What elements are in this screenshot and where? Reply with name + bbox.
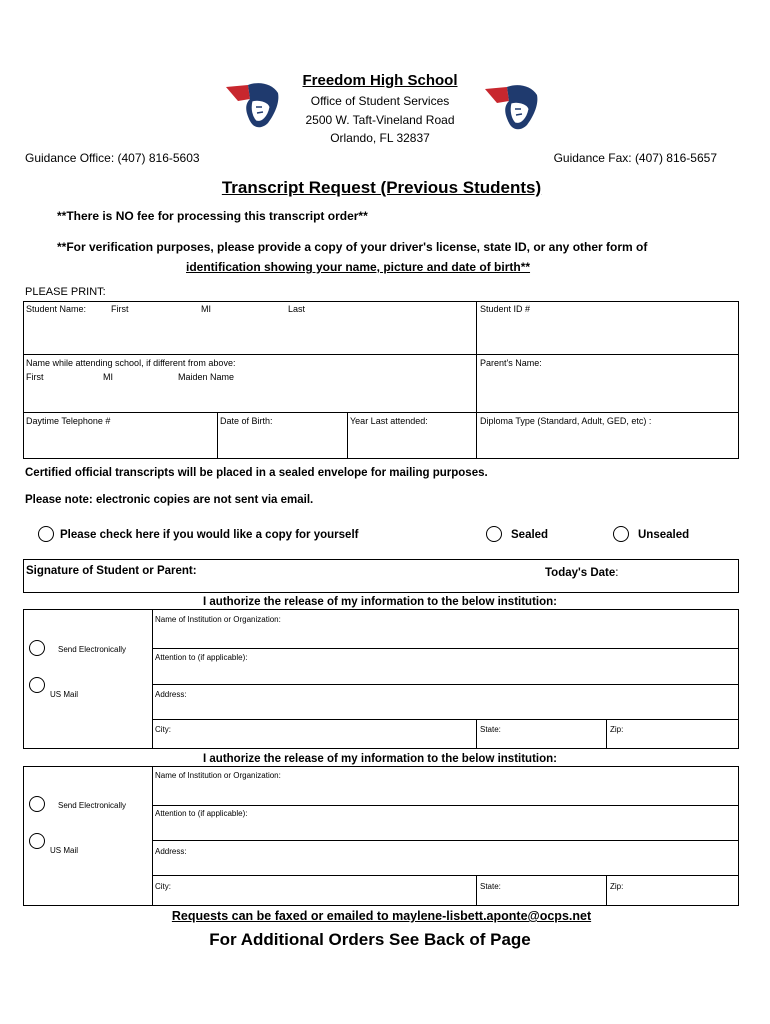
- diploma-type-field[interactable]: [480, 430, 735, 456]
- state-label-1: State:: [480, 725, 501, 734]
- first-name-label-2: First: [26, 372, 44, 382]
- send-electronically-radio-1[interactable]: [29, 640, 45, 656]
- city-label-1: City:: [155, 725, 171, 734]
- please-print-label: PLEASE PRINT:: [25, 286, 106, 298]
- send-electronically-label-2: Send Electronically: [58, 801, 127, 810]
- sealed-radio[interactable]: [486, 526, 502, 542]
- address-field-1[interactable]: [195, 688, 736, 717]
- unsealed-radio[interactable]: [613, 526, 629, 542]
- parent-name-label: Parent's Name:: [480, 358, 542, 368]
- copy-for-self-radio[interactable]: [38, 526, 54, 542]
- address-label-2: Address:: [155, 847, 187, 856]
- fee-note: **There is NO fee for processing this transcript order**: [57, 209, 368, 223]
- daytime-phone-label: Daytime Telephone #: [26, 416, 111, 426]
- city-field-1[interactable]: [180, 721, 472, 747]
- send-electronically-radio-2[interactable]: [29, 796, 45, 812]
- state-field-1[interactable]: [505, 721, 603, 747]
- state-label-2: State:: [480, 882, 501, 891]
- first-name-label: First: [111, 304, 129, 314]
- parent-name-field[interactable]: [480, 372, 735, 408]
- electronic-note: Please note: electronic copies are not sent via email.: [25, 494, 314, 506]
- student-name-field[interactable]: [27, 318, 472, 350]
- address-label-1: Address:: [155, 690, 187, 699]
- address-line-2: Orlando, FL 32837: [330, 131, 430, 145]
- office-name: Office of Student Services: [310, 94, 450, 108]
- signature-field[interactable]: [215, 562, 535, 590]
- school-name: Freedom High School: [302, 72, 458, 89]
- institution-name-field-2[interactable]: [156, 783, 736, 803]
- address-line-1: 2500 W. Taft-Vineland Road: [305, 113, 455, 127]
- certified-note: Certified official transcripts will be placed in a sealed envelope for mailing purposes.: [25, 467, 488, 479]
- year-last-attended-field[interactable]: [351, 430, 472, 456]
- us-mail-radio-2[interactable]: [29, 833, 45, 849]
- copy-for-self-label: Please check here if you would like a copy for yourself: [60, 529, 359, 541]
- city-label-2: City:: [155, 882, 171, 891]
- name-while-attending-label: Name while attending school, if different from above:: [26, 358, 236, 368]
- institution-name-label-2: Name of Institution or Organization:: [155, 771, 281, 780]
- student-name-label: Student Name:: [26, 304, 87, 314]
- verification-note-line-1: **For verification purposes, please provide a copy of your driver's license, state ID, or any other form of: [57, 240, 648, 254]
- zip-field-1[interactable]: [630, 721, 736, 747]
- sealed-label: Sealed: [511, 529, 549, 541]
- guidance-fax: Guidance Fax: (407) 816-5657: [553, 151, 717, 165]
- student-id-field[interactable]: [480, 318, 735, 350]
- mi-label: MI: [201, 304, 211, 314]
- attention-field-2[interactable]: [156, 821, 736, 838]
- us-mail-radio-1[interactable]: [29, 677, 45, 693]
- requests-note: Requests can be faxed or emailed to maylene-lisbett.aponte@ocps.net: [171, 909, 592, 923]
- additional-orders-note: For Additional Orders See Back of Page: [209, 930, 531, 949]
- authorize-heading-1: I authorize the release of my information to the below institution:: [203, 596, 557, 608]
- maiden-name-label: Maiden Name: [178, 372, 235, 382]
- send-electronically-label-1: Send Electronically: [58, 645, 127, 654]
- zip-label-2: Zip:: [610, 882, 624, 891]
- signature-label: Signature of Student or Parent:: [26, 565, 197, 577]
- city-field-2[interactable]: [180, 877, 472, 904]
- attention-label-1: Attention to (if applicable):: [155, 653, 248, 662]
- diploma-type-label: Diploma Type (Standard, Adult, GED, etc) :: [480, 416, 652, 426]
- last-name-label: Last: [288, 304, 306, 314]
- student-id-label: Student ID #: [480, 304, 531, 314]
- todays-date-field[interactable]: [630, 562, 735, 590]
- attention-field-1[interactable]: [156, 665, 736, 682]
- school-logo-left: [224, 77, 282, 133]
- state-field-2[interactable]: [505, 877, 603, 904]
- zip-field-2[interactable]: [630, 877, 736, 904]
- authorize-heading-2: I authorize the release of my information to the below institution:: [203, 753, 557, 765]
- daytime-phone-field[interactable]: [27, 430, 213, 456]
- school-logo-right: [483, 79, 541, 135]
- todays-date-label: Today's Date:: [545, 567, 619, 579]
- us-mail-label-2: US Mail: [50, 846, 79, 855]
- mi-label-2: MI: [103, 372, 113, 382]
- dob-label: Date of Birth:: [220, 416, 273, 426]
- verification-note-line-2: identification showing your name, picture and date of birth**: [186, 260, 531, 274]
- attention-label-2: Attention to (if applicable):: [155, 809, 248, 818]
- unsealed-label: Unsealed: [638, 529, 690, 541]
- institution-name-field-1[interactable]: [156, 627, 736, 646]
- institution-name-label-1: Name of Institution or Organization:: [155, 615, 281, 624]
- address-field-2[interactable]: [195, 844, 736, 873]
- year-last-attended-label: Year Last attended:: [350, 416, 428, 426]
- zip-label-1: Zip:: [610, 725, 624, 734]
- page-title: Transcript Request (Previous Students): [221, 178, 542, 197]
- guidance-office-phone: Guidance Office: (407) 816-5603: [25, 151, 200, 165]
- maiden-name-field[interactable]: [27, 386, 472, 408]
- dob-field[interactable]: [221, 430, 343, 456]
- us-mail-label-1: US Mail: [50, 690, 79, 699]
